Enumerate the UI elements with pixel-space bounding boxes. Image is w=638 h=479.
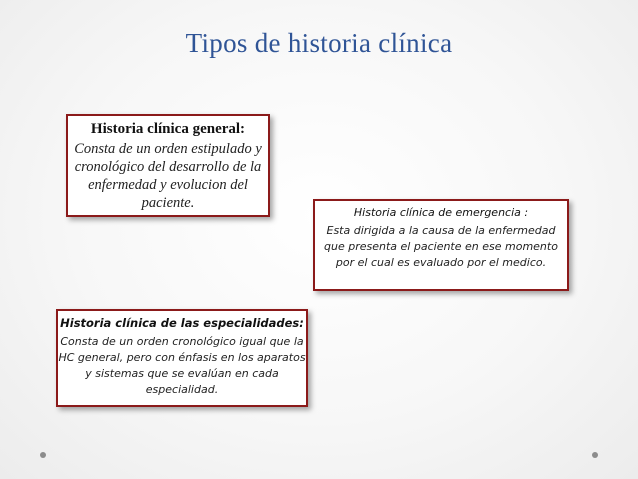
slide-title: Tipos de historia clínica: [185, 28, 453, 58]
slide-dot-left: [40, 452, 46, 458]
slide-dot-right: [592, 452, 598, 458]
emergency-history-body: Esta dirigida a la causa de la enfermedad que presenta el paciente en ese momento por el cual es evaluado por el medico.: [324, 224, 558, 269]
general-history-heading: Historia clínica general:: [90, 121, 246, 137]
specialties-history-body: Consta de un orden cronológico igual que la HC general, pero con énfasis en los aparatos y sistemas que se evalúan en cada especialidad.: [58, 335, 306, 396]
specialties-history-box: [56, 309, 308, 407]
specialties-history-heading: Historia clínica de las especialidades:: [60, 316, 304, 330]
general-history-box: [66, 114, 270, 217]
general-history-body: Consta de un orden estipulado y cronológico del desarrollo de la enfermedad y evolucion del paciente.: [74, 141, 262, 211]
emergency-history-box: [313, 199, 569, 291]
emergency-history-heading: Historia clínica de emergencia :: [353, 206, 529, 219]
